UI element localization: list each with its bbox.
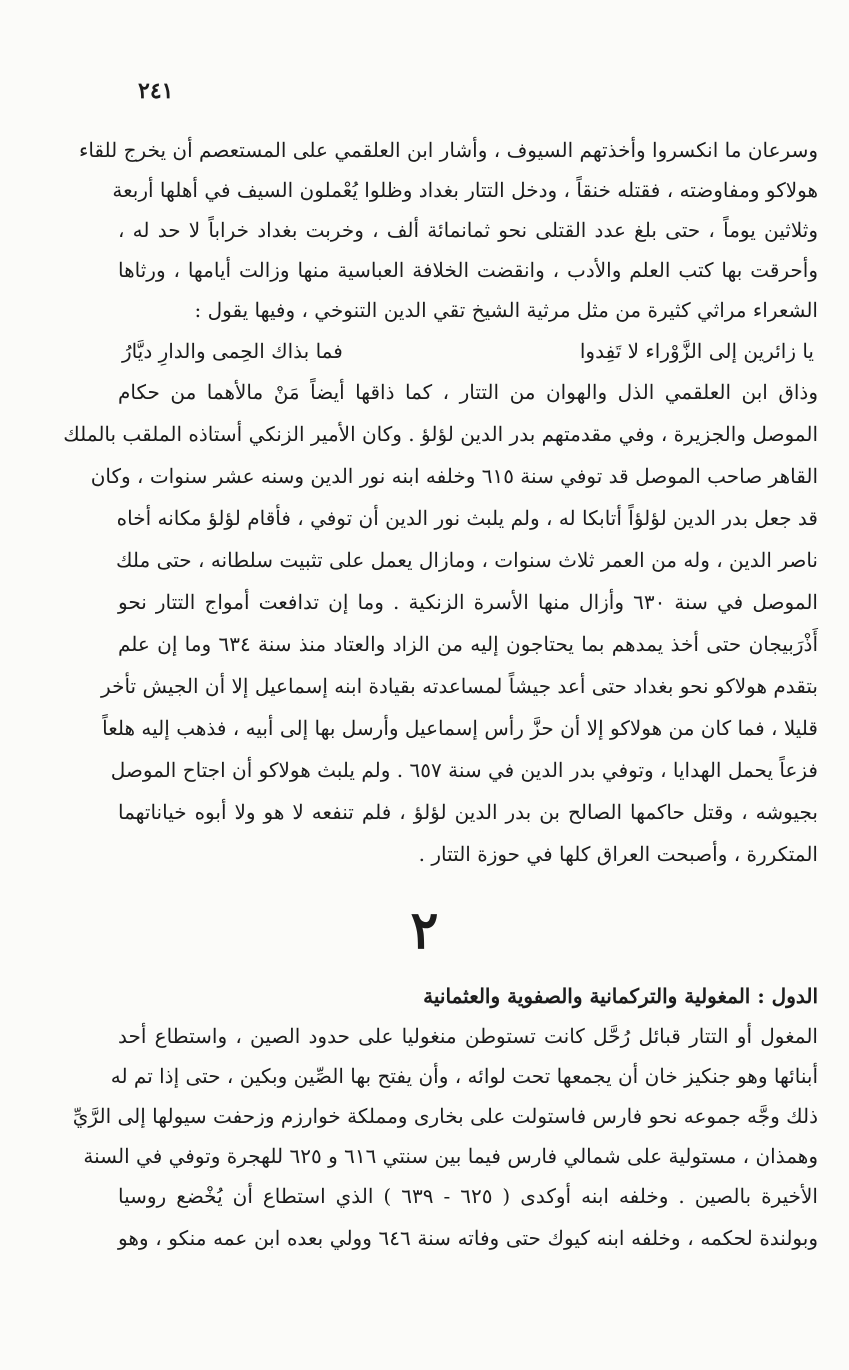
text-line: ناصر الدين ، وله من العمر ثلاث سنوات ، ومازال يعمل على تثبيت سلطانه ، حتى ملك (116, 548, 818, 572)
section-heading: الدول : المغولية والتركمانية والصفوية والعثمانية (423, 984, 818, 1008)
text-line: الموصل والجزيرة ، وفي مقدمتهم بدر الدين لؤلؤ . وكان الأمير الزنكي أستاذه الملقب بالملك (63, 422, 818, 446)
verse-first-hemistich: يا زائرين إلى الزَّوْراء لا تَفِدوا (579, 339, 814, 363)
text-line: وهمذان ، مستولية على شمالي فارس فيما بين سنتي ٦١٦ و ٦٢٥ للهجرة وتوفي في السنة (83, 1144, 818, 1168)
text-line: بجيوشه ، وقتل حاكمها الصالح بن بدر الدين لؤلؤ ، فلم تنفعه لا هو ولا أبوه خياناتهما (118, 800, 818, 824)
text-line: الأخيرة بالصين . وخلفه ابنه أوكدى ( ٦٢٥ - ٦٣٩ ) الذي استطاع أن يُخْضع روسيا (118, 1184, 818, 1208)
text-line: قليلا ، فما كان من هولاكو إلا أن حزَّ رأس إسماعيل وأرسل بها إلى أبيه ، فذهب إليه هلعاً (102, 716, 818, 740)
text-line: وبولندة لحكمه ، وخلفه ابنه كيوك حتى وفاته سنة ٦٤٦ وولي بعده ابن عمه منكو ، وهو (118, 1226, 818, 1250)
text-line: وأحرقت بها كتب العلم والأدب ، وانقضت الخلافة العباسية منها وزالت أيامها ، ورثاها (118, 258, 818, 282)
text-line: ذلك وجَّه جموعه نحو فارس فاستولت على بخارى ومملكة خوارزم وزحفت سيولها إلى الرَّيِّ (72, 1104, 818, 1128)
text-line: وذاق ابن العلقمي الذل والهوان من التتار ، كما ذاقها أيضاً مَنْ مالأهما من حكام (118, 380, 818, 404)
text-line: القاهر صاحب الموصل قد توفي سنة ٦١٥ وخلفه ابنه نور الدين وسنه عشر سنوات ، وكان (90, 464, 818, 488)
verse-line (118, 333, 818, 369)
section-numeral: ٢ (410, 900, 439, 961)
verse-second-hemistich: فما بذاك الحِمى والدارِ ديَّارُ (122, 339, 343, 363)
text-line: المغول أو التتار قبائل رُحَّل كانت تستوطن منغوليا على حدود الصين ، واستطاع أحد (118, 1024, 818, 1048)
text-line: بتقدم هولاكو نحو بغداد حتى أعد جيشاً لمساعدته بقيادة ابنه إسماعيل إلا أن الجيش تأخر (101, 674, 818, 698)
page-number: ٢٤١ (138, 78, 174, 104)
text-line: المتكررة ، وأصبحت العراق كلها في حوزة التتار . (418, 842, 818, 866)
text-line: الشعراء مراثي كثيرة من مثل مرثية الشيخ تقي الدين التنوخي ، وفيها يقول : (194, 298, 818, 322)
text-line: وثلاثين يوماً ، حتى بلغ عدد القتلى نحو ثمانمائة ألف ، وخربت بغداد خراباً لا حد له ، (118, 218, 818, 242)
text-line: وسرعان ما انكسروا وأخذتهم السيوف ، وأشار ابن العلقمي على المستعصم أن يخرج للقاء (78, 138, 818, 162)
text-line: هولاكو ومفاوضته ، فقتله خنقاً ، ودخل التتار بغداد وظلوا يُعْملون السيف في أهلها أربعة (112, 178, 818, 202)
text-line: أَذْرَبيجان حتى أخذ يمدهم بما يحتاجون إليه من الزاد والعتاد منذ سنة ٦٣٤ وما إن علم (118, 632, 818, 656)
text-line: الموصل في سنة ٦٣٠ وأزال منها الأسرة الزنكية . وما إن تدافعت أمواج التتار نحو (118, 590, 818, 614)
text-line: قد جعل بدر الدين لؤلؤاً أتابكا له ، ولم يلبث نور الدين أن توفي ، فأقام لؤلؤ مكانه أخاه (116, 506, 818, 530)
text-line: فزعاً يحمل الهدايا ، وتوفي بدر الدين في سنة ٦٥٧ . ولم يلبث هولاكو أن اجتاح الموصل (110, 758, 818, 782)
text-line: أبنائها وهو جنكيز خان أن يجمعها تحت لوائه ، وأن يفتح بها الصِّين وبكين ، حتى إذا تم له (110, 1064, 818, 1088)
